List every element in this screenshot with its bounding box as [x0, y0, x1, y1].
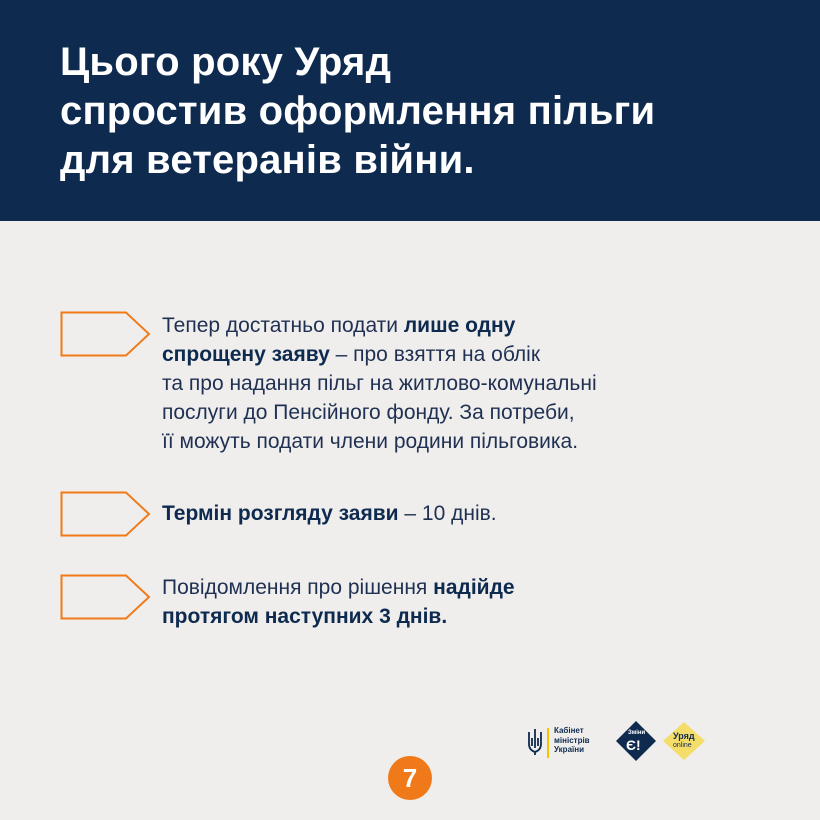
bold-text: протягом наступних 3 днів. — [162, 605, 448, 628]
text-segment: – 10 днів. — [398, 502, 497, 525]
trident-emblem-icon — [527, 728, 543, 756]
item-text-line — [162, 573, 515, 602]
uryad-label: Уряд — [673, 731, 695, 741]
uryad-online-logo — [661, 720, 707, 762]
uryad-sub: online — [673, 742, 692, 749]
item-text-line — [162, 398, 597, 427]
header-banner — [0, 0, 820, 221]
arrow-marker-icon — [60, 311, 152, 357]
footer-logos — [527, 720, 707, 764]
bold-text: спрощену заяву — [162, 343, 330, 366]
page-title: Цього року Уряд спростив оформлення пільги для ветеранів війни. — [60, 40, 656, 182]
item-text-line — [162, 499, 497, 528]
item-text-line — [162, 427, 597, 456]
item-text-line — [162, 602, 515, 631]
bold-text: Термін розгляду заяви — [162, 502, 399, 525]
bold-text: лише одну — [403, 314, 516, 337]
cabinet-logo-text: Кабінет міністрів України — [554, 726, 590, 754]
item-text-line — [162, 369, 597, 398]
bold-text: надійде — [433, 576, 515, 599]
arrow-marker-icon — [60, 574, 152, 620]
item-text-line — [162, 311, 597, 340]
text-segment: її можуть подати члени родини пільговика. — [162, 430, 579, 453]
text-segment: послуги до Пенсійного фонду. За потреби, — [162, 401, 575, 424]
zminy-label: Зміни — [628, 730, 646, 736]
zminy-symbol: Є! — [626, 737, 641, 753]
zminy-logo — [615, 720, 657, 762]
item-text-line — [162, 340, 597, 369]
uryad-badge-icon — [661, 720, 707, 762]
logo-divider — [547, 728, 549, 758]
item-text — [162, 573, 515, 631]
text-segment: Тепер достатньо подати — [162, 314, 404, 337]
text-segment: – про взяття на облік — [329, 343, 541, 366]
item-text — [162, 499, 497, 528]
item-text — [162, 311, 597, 456]
text-segment: та про надання пільг на житлово-комунальні — [162, 372, 597, 395]
arrow-marker-icon — [60, 491, 152, 537]
text-segment: Повідомлення про рішення — [162, 576, 434, 599]
page-number-badge: 7 — [388, 756, 432, 800]
